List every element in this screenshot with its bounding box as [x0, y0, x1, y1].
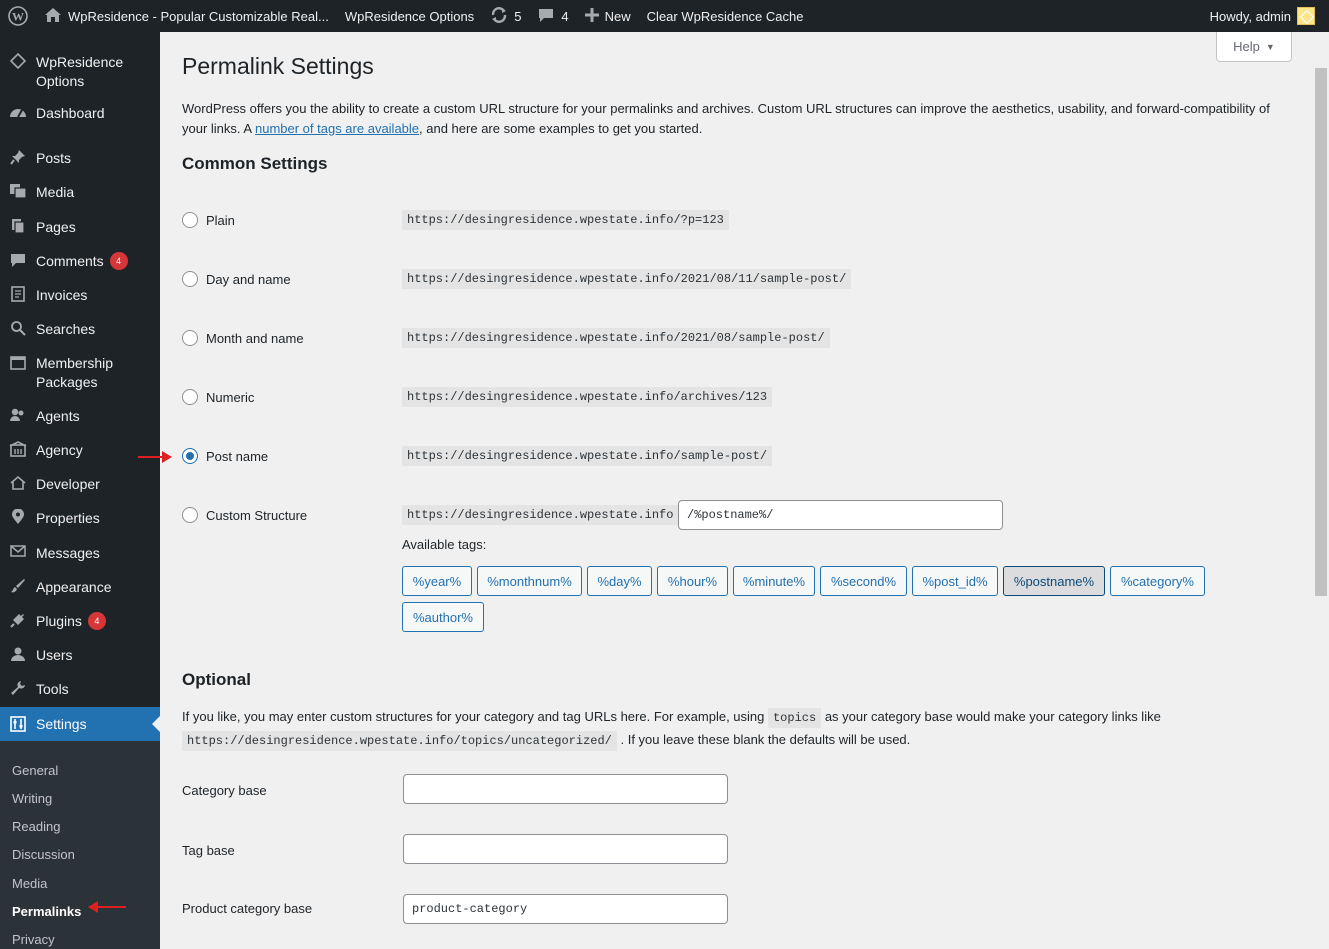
comments-badge: 4 [110, 252, 128, 270]
comment-icon [0, 252, 36, 268]
help-label: Help [1233, 39, 1260, 54]
building-icon [0, 441, 36, 457]
current-menu-indicator [152, 716, 160, 732]
howdy-label: Howdy, admin [1209, 8, 1291, 24]
wrench-icon [0, 680, 36, 696]
updates-icon [490, 6, 508, 27]
envelope-icon [0, 544, 36, 558]
submenu-discussion[interactable]: Discussion [12, 847, 75, 862]
settings-submenu [0, 741, 160, 949]
submenu-reading[interactable]: Reading [12, 819, 61, 834]
custom-structure-input[interactable]: /%postname%/ [678, 500, 1003, 530]
agents-icon [0, 407, 36, 423]
tag-base-input[interactable] [403, 834, 728, 864]
tags-doc-link[interactable]: number of tags are available [254, 121, 420, 136]
tag-button[interactable]: %second% [820, 566, 907, 596]
option-label: Month and name [206, 330, 304, 346]
svg-text:W: W [12, 9, 24, 24]
optional-code-url: https://desingresidence.wpestate.info/topics/uncategorized/ [182, 731, 617, 751]
pages-icon [0, 218, 36, 234]
option-example: https://desingresidence.wpestate.info/?p=123 [402, 210, 729, 230]
tag-button[interactable]: %hour% [657, 566, 728, 596]
main-content [160, 32, 1313, 949]
admin-bar [0, 0, 1329, 32]
my-account-link[interactable] [1202, 0, 1329, 32]
new-label: New [604, 8, 631, 24]
comments-count: 4 [561, 8, 569, 24]
menu-plugins[interactable] [0, 612, 160, 631]
submenu-privacy[interactable]: Privacy [12, 932, 55, 947]
intro-after: , and here are some examples to get you started. [419, 121, 703, 136]
option-example: https://desingresidence.wpestate.info/2021/08/sample-post/ [402, 328, 830, 348]
optional-text-before: If you like, you may enter custom structures for your category and tag URLs here. For example, using [182, 709, 768, 724]
menu-label: Searches [36, 321, 96, 337]
radio-day-and-name[interactable] [182, 271, 198, 287]
intro-before: WordPress offers you the ability to create a custom URL structure for your permalinks and archives. Custom URL structures can improve the aesthetics, usability, and forward-compatibility of your links. A [182, 101, 1270, 136]
new-content-link[interactable] [577, 0, 639, 32]
menu-label: Media [36, 184, 75, 200]
option-plain [182, 208, 1292, 232]
menu-appearance[interactable] [0, 578, 160, 597]
submenu-writing[interactable]: Writing [12, 791, 53, 806]
tag-base-label: Tag base [182, 843, 235, 858]
menu-label: Users [36, 647, 73, 663]
product-category-base-input[interactable]: product-category [403, 894, 728, 924]
menu-searches[interactable] [0, 320, 160, 339]
menu-properties[interactable] [0, 509, 160, 528]
optional-text-middle: as your category base would make your category links like [821, 709, 1161, 724]
user-icon [0, 646, 36, 662]
option-day-and-name [182, 267, 1292, 291]
tag-button[interactable]: %monthnum% [477, 566, 582, 596]
product-category-base-label: Product category base [182, 901, 313, 916]
menu-invoices[interactable] [0, 286, 160, 305]
media-icon [0, 183, 36, 199]
updates-link[interactable] [482, 0, 529, 32]
menu-comments[interactable] [0, 252, 160, 271]
category-base-input[interactable] [403, 774, 728, 804]
category-base-label: Category base [182, 783, 267, 798]
settings-icon [0, 716, 36, 732]
plus-icon [585, 8, 599, 25]
menu-membership-packages[interactable] [0, 354, 160, 392]
radio-custom-structure[interactable] [182, 507, 198, 523]
optional-heading: Optional [182, 670, 251, 689]
wpresidence-options-label: WpResidence Options [344, 8, 475, 24]
radio-numeric[interactable] [182, 389, 198, 405]
menu-developer[interactable] [0, 475, 160, 494]
tag-button[interactable]: %category% [1110, 566, 1205, 596]
red-arrow-left-icon [90, 906, 126, 908]
menu-label: Invoices [36, 287, 88, 303]
diamond-icon [0, 53, 36, 69]
menu-messages[interactable] [0, 544, 160, 563]
tag-button[interactable]: %post_id% [912, 566, 998, 596]
plugin-icon [0, 612, 36, 628]
common-settings-heading: Common Settings [182, 154, 328, 173]
wordpress-logo-icon[interactable] [0, 0, 36, 32]
optional-code-example: topics [768, 708, 821, 728]
clear-cache-link[interactable] [639, 0, 812, 32]
menu-label: Settings [36, 715, 87, 732]
comments-link[interactable] [529, 0, 576, 32]
option-example: https://desingresidence.wpestate.info/2021/08/11/sample-post/ [402, 269, 851, 289]
option-label: Post name [206, 448, 269, 464]
menu-pages[interactable] [0, 218, 160, 237]
option-label: Day and name [206, 271, 291, 287]
tag-button[interactable]: %year% [402, 566, 472, 596]
menu-dashboard[interactable] [0, 104, 160, 123]
option-label: Numeric [206, 389, 255, 405]
submenu-permalinks[interactable]: Permalinks [12, 904, 82, 919]
menu-label: Posts [36, 150, 72, 166]
tag-button-pressed[interactable]: %postname% [1003, 566, 1105, 596]
menu-label: Pages [36, 219, 76, 235]
clear-cache-label: Clear WpResidence Cache [646, 8, 804, 24]
home-icon [44, 7, 62, 26]
radio-post-name[interactable] [182, 448, 198, 464]
menu-posts[interactable] [0, 149, 160, 168]
menu-label: Agency [36, 442, 83, 458]
menu-label: Appearance [36, 579, 112, 595]
menu-label: Properties [36, 510, 100, 526]
radio-month-and-name[interactable] [182, 330, 198, 346]
option-label: Custom Structure [206, 507, 308, 523]
option-month-and-name [182, 326, 1292, 350]
optional-text-after: . If you leave these blank the defaults will be used. [616, 732, 911, 747]
menu-label: Comments [36, 253, 104, 269]
menu-label: Dashboard [36, 105, 105, 121]
option-example: https://desingresidence.wpestate.info/archives/123 [402, 387, 772, 407]
location-icon [0, 509, 36, 525]
menu-label: Membership Packages [36, 355, 114, 390]
submenu-media[interactable]: Media [12, 876, 48, 891]
submenu-general[interactable]: General [12, 763, 59, 778]
menu-label: WpResidence Options [36, 54, 124, 89]
option-label: Plain [206, 212, 235, 228]
search-icon [0, 320, 36, 336]
menu-label: Plugins [36, 613, 82, 629]
comment-bubble-icon [537, 7, 555, 26]
menu-label: Agents [36, 408, 80, 424]
avatar [1297, 7, 1315, 25]
wpresidence-options-link[interactable] [337, 0, 482, 32]
caret-down-icon: ▼ [1265, 41, 1275, 52]
tag-button[interactable]: %author% [402, 602, 484, 632]
site-name-link[interactable] [36, 0, 337, 32]
page-scrollbar[interactable] [1313, 32, 1329, 949]
invoice-icon [0, 286, 36, 302]
updates-count: 5 [514, 8, 522, 24]
brush-icon [0, 578, 36, 594]
menu-agents[interactable] [0, 407, 160, 426]
tag-button[interactable]: %day% [587, 566, 652, 596]
intro-text [182, 99, 1292, 139]
menu-media[interactable] [0, 183, 160, 202]
tag-button[interactable]: %minute% [733, 566, 815, 596]
radio-plain[interactable] [182, 212, 198, 228]
optional-description [182, 706, 1292, 752]
menu-settings[interactable] [0, 707, 160, 741]
developer-icon [0, 475, 36, 491]
admin-sidebar [0, 32, 160, 949]
menu-users[interactable] [0, 646, 160, 665]
plugins-badge: 4 [88, 612, 106, 630]
menu-label: Messages [36, 545, 100, 561]
pin-icon [0, 149, 36, 165]
page-title: Permalink Settings [182, 53, 374, 79]
red-arrow-right-icon [138, 456, 170, 458]
option-post-name [182, 444, 1292, 468]
help-tab-button[interactable] [1216, 32, 1292, 62]
option-numeric [182, 385, 1292, 409]
scrollbar-thumb[interactable] [1315, 68, 1327, 596]
menu-label: Developer [36, 476, 100, 492]
menu-wpresidence-options[interactable] [0, 53, 160, 91]
menu-label: Tools [36, 681, 69, 697]
menu-tools[interactable] [0, 680, 160, 699]
option-example: https://desingresidence.wpestate.info/sample-post/ [402, 446, 772, 466]
calendar-icon [0, 354, 36, 370]
menu-agency[interactable] [0, 441, 160, 460]
available-tags-label: Available tags: [402, 537, 487, 552]
site-name: WpResidence - Popular Customizable Real... [68, 8, 329, 24]
option-example: https://desingresidence.wpestate.info [402, 505, 678, 525]
dashboard-icon [0, 104, 36, 120]
